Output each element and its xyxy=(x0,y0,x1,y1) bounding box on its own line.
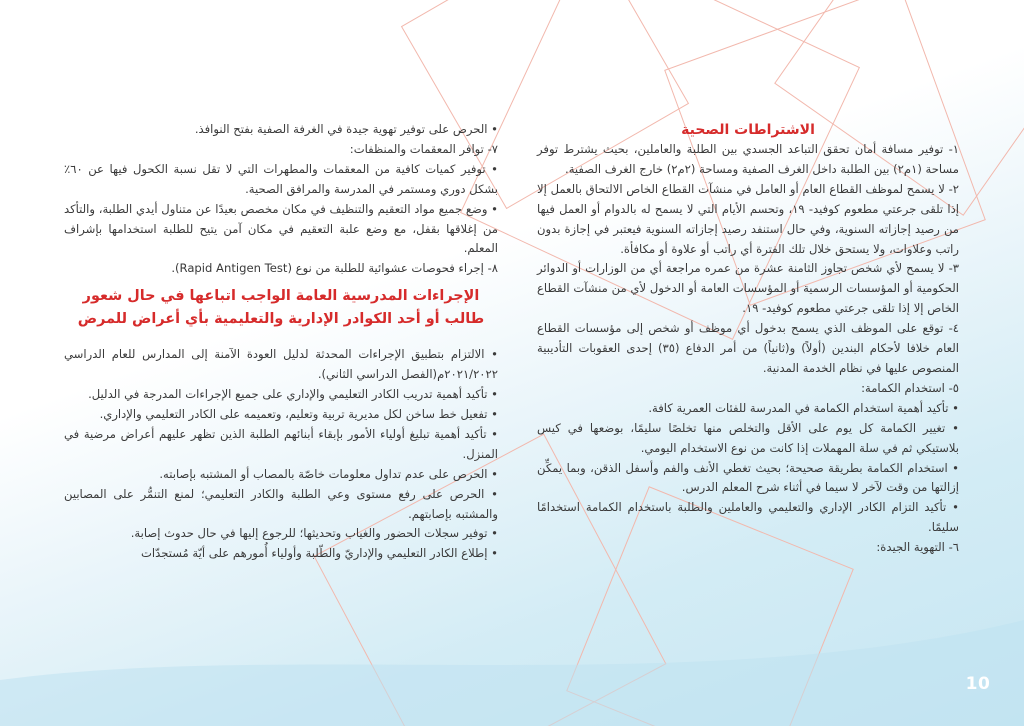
list-item: • الالتزام بتطبيق الإجراءات المحدثة لدليل العودة الآمنة إلى المدارس للعام الدراسي ٢٠٢١/٢٠٢٢م(الفصل الدراسي الثاني). xyxy=(64,347,498,382)
paragraph: ٨- إجراء فحوصات عشوائية للطلبة من نوع (Rapid Antigen Test). xyxy=(171,261,498,276)
list-item: • وضع جميع مواد التعقيم والتنظيف في مكان مخصص بعيدًا عن متناول أيدي الطلبة، والتأكد من إغلاقها بقفل، مع وضع علبة التعقيم في مكان آمن يتيح للطلبة استخدامها بإشراف المعلم. xyxy=(64,201,498,256)
list-item: • تأكيد أهمية تدريب الكادر التعليمي والإداري على جميع الإجراءات المدرجة في الدليل. xyxy=(88,387,498,402)
list-item: • تأكيد التزام الكادر الإداري والتعليمي والعاملين والطلبة باستخدام الكمامة استخدامًا سليمًا. xyxy=(537,500,959,535)
list-item: • الحرص على رفع مستوى وعي الطلبة والكادر التعليمي؛ لمنع التنمُّر على المصابين والمشتبه بإصابتهم. xyxy=(64,486,498,521)
paragraph: ٣- لا يسمح لأي شخص تجاوز الثامنة عشرة من عمره مراجعة أي من الوزارات أو الدوائر الحكومية أو المؤسسات الرسمية أو المؤسسات العامة أو الدخول لأي من منشآت القطاع الخاص إلا إذا تلقى جرعتي مطعوم كوفيد- ١٩. xyxy=(537,261,959,316)
heading-health-requirements: الاشتراطات الصحية xyxy=(681,122,815,138)
heading-line: طالب أو أحد الكوادر الإدارية والتعليمية بأي أعراض للمرض xyxy=(77,311,485,328)
list-item: • تفعيل خط ساخن لكل مديرية تربية وتعليم، وتعميمه على الكادر التعليمي والإداري. xyxy=(99,406,498,421)
list-item: • تأكيد أهمية تبليغ أولياء الأمور بإبقاء أبنائهم الطلبة الذين تظهر عليهم أعراض مرضية في المنزل. xyxy=(64,426,498,461)
paragraph: ١- توفير مسافة أمان تحقق التباعد الجسدي بين الطلبة والعاملين، بحيث يشترط توفر مساحة (١م٢) بين الطلبة داخل الغرف الصفية ومساحة (٢م٢) خارج الغرف الصفية. xyxy=(537,142,959,176)
right-column xyxy=(537,120,959,558)
paragraph: ٦- التهوية الجيدة: xyxy=(876,540,959,555)
paragraph: ٤- توقع على الموظف الذي يسمح بدخول أي موظف أو شخص إلى مؤسسات القطاع العام خلافا لأحكام البندين (أولاً) و(ثانياً) من أمر الدفاع (٣٥) إحدى العقوبات التأديبية المنصوص عليها في نظام الخدمة المدنية. xyxy=(537,321,959,375)
paragraph: ٢- لا يسمح لموظف القطاع العام أو العامل في منشآت القطاع الخاص الالتحاق بالعمل إلا إذا تلقى جرعتي مطعوم كوفيد- ١٩، وتحسم الأيام التي لا يسمح له بالدوام أو العمل فيها من رصيد إجازاته السنوية، وفي حال استنفد رصيد إجازاته السنوية فيعتبر في إجازة بدون راتب وعلاوات، ولا يستحق خلال تلك الفترة أي راتب أو علاوة أو مكافأة. xyxy=(537,181,959,256)
page-number: 10 xyxy=(965,674,991,694)
list-item: • تأكيد أهمية استخدام الكمامة في المدرسة للفئات العمرية كافة. xyxy=(648,400,959,415)
list-item: • توفير سجلات الحضور والغياب وتحديثها؛ للرجوع إليها في حال حدوث إصابة. xyxy=(130,526,498,541)
paragraph: ٧- توافر المعقمات والمنظفات: xyxy=(349,141,498,156)
list-item: • تغيير الكمامة كل يوم على الأقل والتخلص منها تخلصًا سليمًا، بوضعها في كيس بلاستيكي ثم في سلة المهملات إذا كانت من نوع الاستخدام اليومي. xyxy=(537,420,959,455)
list-item: • الحرص على توفير تهوية جيدة في الغرفة الصفية بفتح النوافذ. xyxy=(194,122,498,136)
left-column xyxy=(64,120,498,564)
list-item: • توفير كميات كافية من المعقمات والمطهرات التي لا تقل نسبة الكحول فيها عن ٦٠٪ بشكل دوري ومستمر في المدرسة والمرافق الصحية. xyxy=(64,161,498,196)
list-item: • الحرص على عدم تداول معلومات خاصّة بالمصاب أو المشتبه بإصابته. xyxy=(159,466,498,481)
list-item: • إطلاع الكادر التعليمي والإداريّ والطّلبة وأولياء أُمورهم على أيّة مُستجدّات xyxy=(140,546,498,561)
paragraph: ٥- استخدام الكمامة: xyxy=(861,380,959,395)
heading-general-procedures xyxy=(64,285,498,331)
list-item: • استخدام الكمامة بطريقة صحيحة؛ بحيث تغطي الأنف والفم وأسفل الذقن، وبما يمكِّن إزالتها من وقت لآخر لا سيما في أثناء شرح المعلم الدرس. xyxy=(537,460,959,495)
heading-line: الإجراءات المدرسية العامة الواجب اتباعها في حال شعور xyxy=(82,288,480,305)
